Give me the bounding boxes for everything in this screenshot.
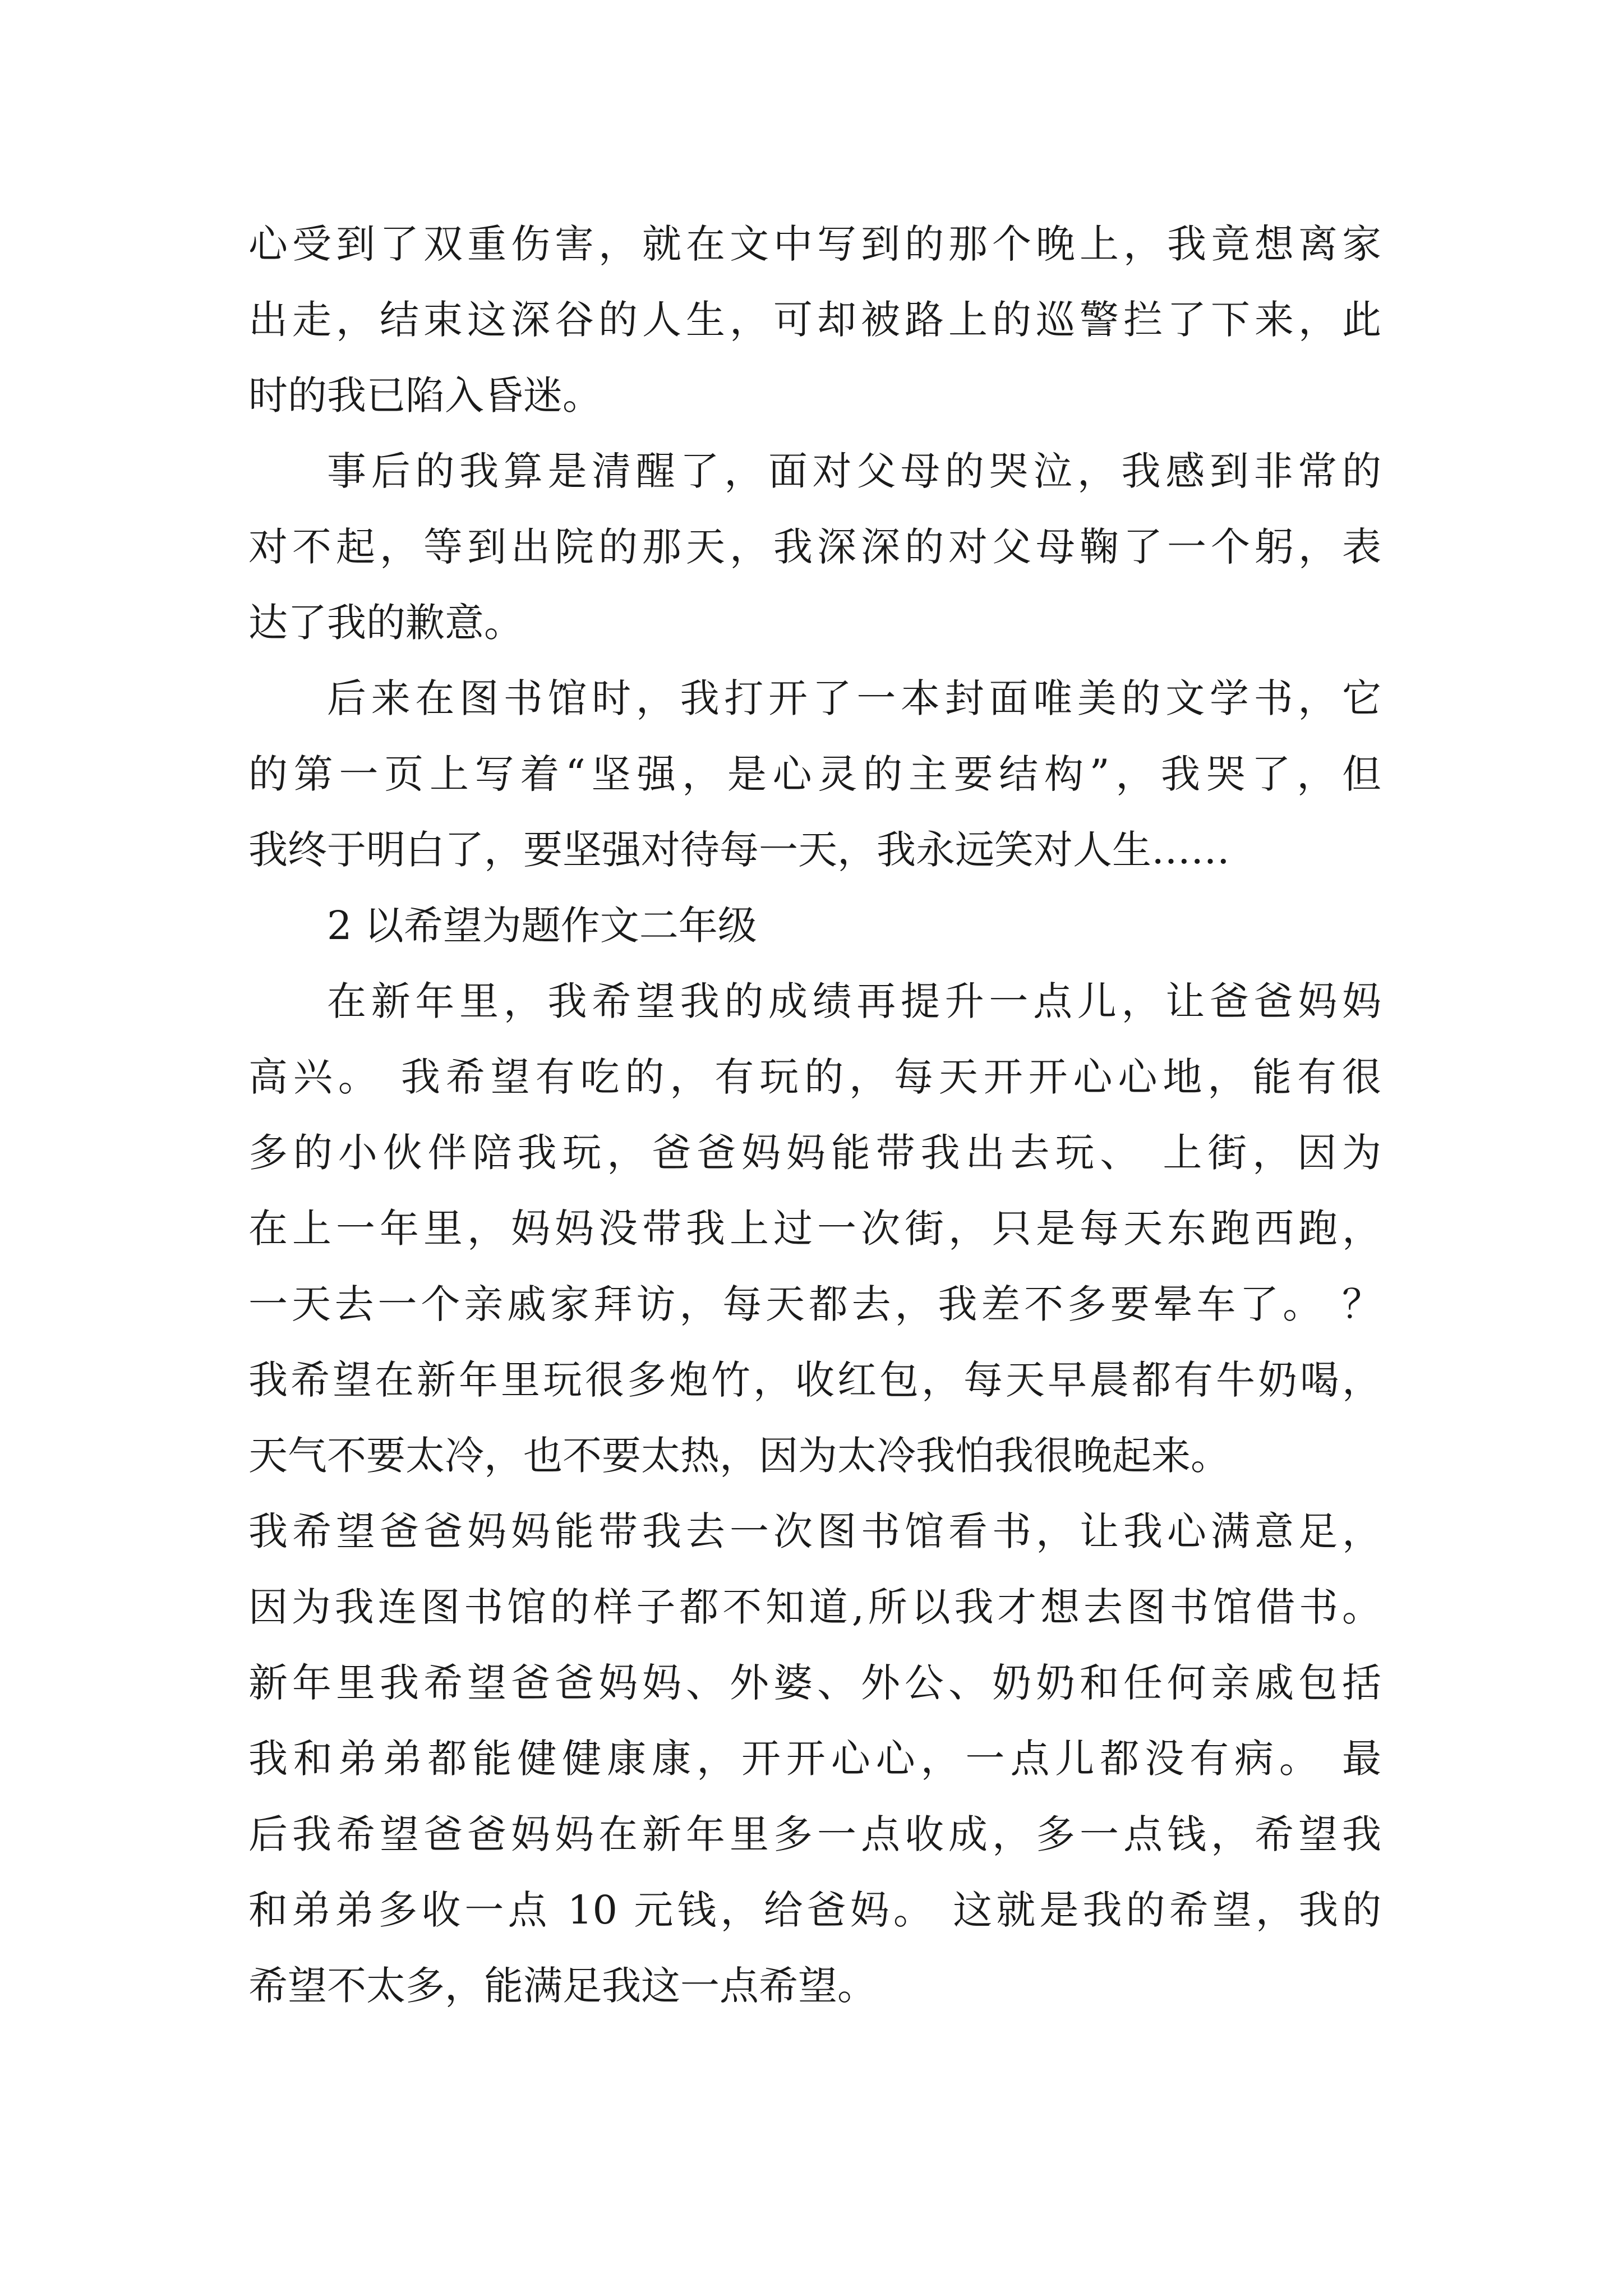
text-line: 事后的我算是清醒了，面对父母的哭泣，我感到非常的 [327,448,1381,494]
text-line: 时的我已陷入昏迷。 [248,372,602,418]
text-line: 天气不要太冷，也不要太热，因为太冷我怕我很晚起来。 [248,1433,1230,1479]
text-line: 和弟弟多收一点 10 元钱，给爸妈。 这就是我的希望，我的 [248,1887,1381,1933]
text-line: 后来在图书馆时，我打开了一本封面唯美的文学书，它 [327,675,1381,721]
text-line: 我终于明白了，要坚强对待每一天，我永远笑对人生…… [248,827,1230,873]
text-line: 我希望在新年里玩很多炮竹，收红包，每天早晨都有牛奶喝， [248,1357,1381,1403]
text-line: 的第一页上写着“坚强，是心灵的主要结构”，我哭了，但 [248,751,1381,797]
text-line: 一天去一个亲戚家拜访，每天都去，我差不多要晕车了。 ？ [248,1281,1381,1327]
text-line: 在上一年里，妈妈没带我上过一次街，只是每天东跑西跑， [248,1205,1381,1251]
text-line: 在新年里，我希望我的成绩再提升一点儿，让爸爸妈妈 [327,978,1381,1024]
text-line: 我和弟弟都能健健康康，开开心心，一点儿都没有病。 最 [248,1736,1381,1782]
text-line: 高兴。 我希望有吃的，有玩的，每天开开心心地，能有很 [248,1054,1381,1100]
text-line: 新年里我希望爸爸妈妈、外婆、外公、奶奶和任何亲戚包括 [248,1660,1381,1706]
text-line: 达了我的歉意。 [248,600,523,646]
text-line: 后我希望爸爸妈妈在新年里多一点收成，多一点钱，希望我 [248,1811,1381,1857]
text-line: 对不起，等到出院的那天，我深深的对父母鞠了一个躬，表 [248,524,1381,570]
text-line: 我希望爸爸妈妈能带我去一次图书馆看书，让我心满意足， [248,1508,1381,1554]
text-line: 因为我连图书馆的样子都不知道,所以我才想去图书馆借书。 [248,1584,1381,1630]
text-line: 出走，结束这深谷的人生，可却被路上的巡警拦了下来，此 [248,297,1381,343]
text-line: 心受到了双重伤害，就在文中写到的那个晚上，我竟想离家 [248,221,1381,267]
section-heading: 2 以希望为题作文二年级 [327,903,757,949]
text-line: 多的小伙伴陪我玩，爸爸妈妈能带我出去玩、 上街，因为 [248,1130,1381,1176]
text-line: 希望不太多，能满足我这一点希望。 [248,1963,877,2009]
